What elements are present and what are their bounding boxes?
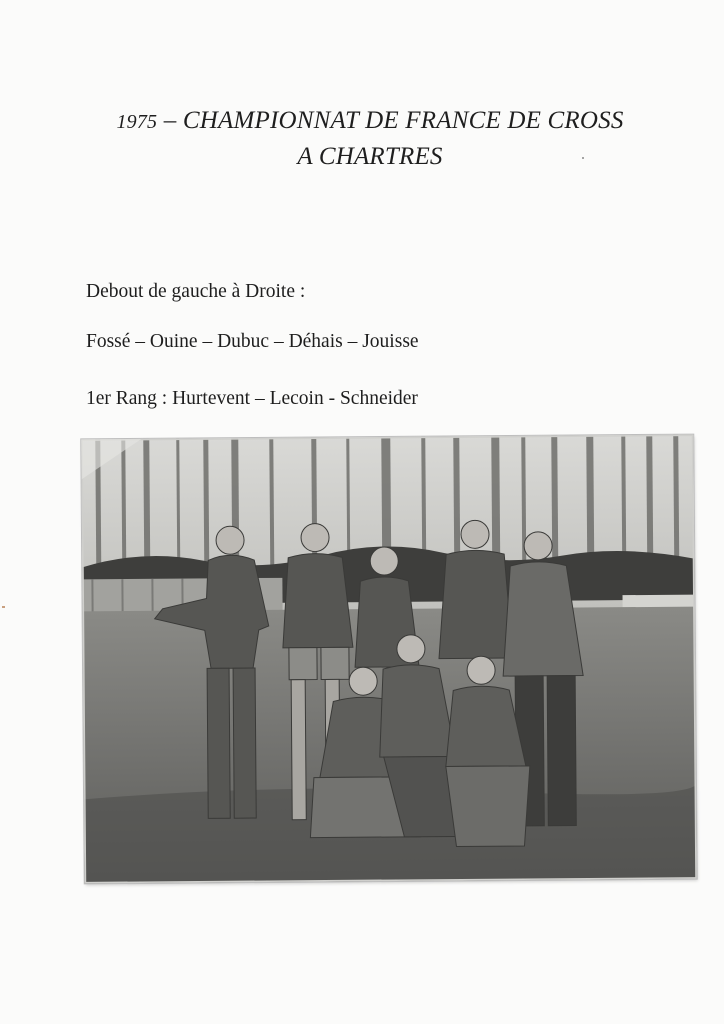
paper-speck [582, 157, 584, 159]
title-line-1: – CHAMPIONNAT DE FRANCE DE CROSS [157, 107, 624, 134]
title-line-2: A CHARTRES [297, 143, 443, 170]
front-row-names: 1er Rang : Hurtevent – Lecoin - Schneider [86, 388, 418, 409]
title-year: 1975 [116, 111, 158, 133]
paper-mark [2, 606, 5, 608]
caption-heading: Debout de gauche à Droite : [86, 281, 306, 302]
team-photo-image [81, 435, 696, 884]
team-photo [81, 435, 696, 884]
page-title [60, 104, 680, 139]
standing-names: Fossé – Ouine – Dubuc – Déhais – Jouisse [86, 331, 419, 352]
